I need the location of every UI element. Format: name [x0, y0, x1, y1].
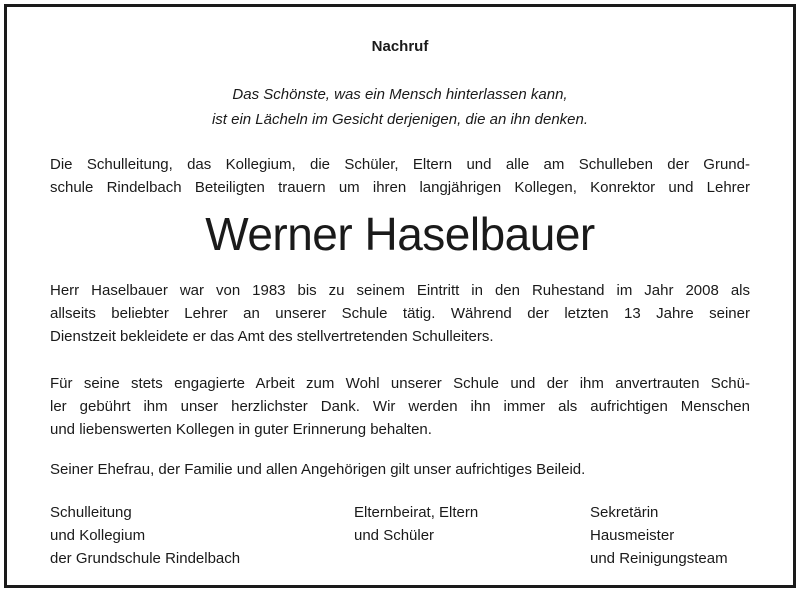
intro-paragraph [50, 153, 750, 199]
signature-line: Elternbeirat, Eltern [354, 504, 479, 521]
condolence-paragraph [50, 458, 750, 481]
paragraph-line: Dienstzeit bekleidete er das Amt des stellvertretenden Schulleiters. [50, 328, 494, 345]
intro-line: Die Schulleitung, das Kollegium, die Schüler, Eltern und alle am Schulleben der Grund- [50, 156, 750, 173]
deceased-name: Werner Haselbauer [205, 208, 595, 260]
paragraph-line: Seiner Ehefrau, der Familie und allen Angehörigen gilt unser aufrichtiges Beileid. [50, 461, 586, 478]
signature-line: und Reinigungsteam [590, 550, 728, 567]
quote-line: ist ein Lächeln im Gesicht derjenigen, die an ihn denken. [211, 111, 589, 128]
signature-line: Schulleitung [50, 504, 132, 521]
obituary-content [7, 7, 793, 585]
heading-nachruf: Nachruf [371, 38, 429, 55]
signature-line: Sekretärin [590, 504, 659, 521]
paragraph-line: und liebenswerten Kollegen in guter Erinnerung behalten. [50, 421, 432, 438]
paragraph-line: allseits beliebter Lehrer an unserer Schule tätig. Während der letzten 13 Jahre seiner [50, 305, 750, 322]
signature-parents [354, 501, 478, 547]
intro-line: schule Rindelbach Beteiligten trauern um ihren langjährigen Kollegen, Konrektor und Lehrer [50, 179, 750, 196]
thanks-paragraph [50, 372, 750, 441]
career-paragraph [50, 279, 750, 348]
paragraph-line: ler gebührt ihm unser herzlichster Dank. Wir werden ihn immer als aufrichtigen Menschen [50, 398, 750, 415]
signature-line: Hausmeister [590, 527, 675, 544]
obituary-frame [4, 4, 796, 588]
paragraph-line: Für seine stets engagierte Arbeit zum Wohl unserer Schule und der ihm anvertrauten Schü- [50, 375, 750, 392]
memorial-quote [7, 82, 793, 132]
quote-line: Das Schönste, was ein Mensch hinterlassen kann, [232, 86, 568, 103]
signature-school [50, 501, 240, 570]
signature-line: und Schüler [354, 527, 435, 544]
signature-line: der Grundschule Rindelbach [50, 550, 241, 567]
signature-staff [590, 501, 728, 570]
paragraph-line: Herr Haselbauer war von 1983 bis zu seinem Eintritt in den Ruhestand im Jahr 2008 als [50, 282, 750, 299]
signature-line: und Kollegium [50, 527, 146, 544]
